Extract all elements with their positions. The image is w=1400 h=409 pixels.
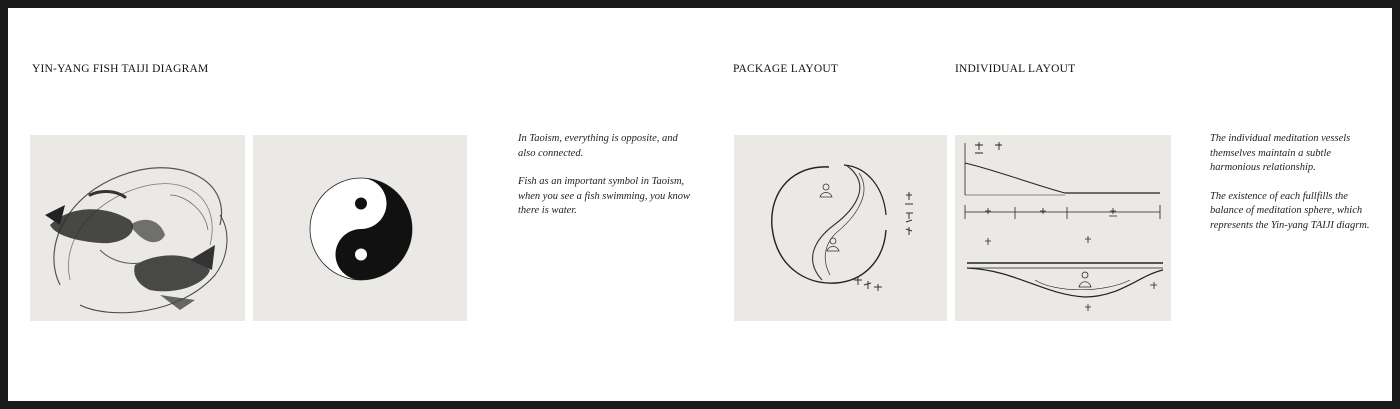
- individual-caption-line-1: The individual meditation vessels themselves maintain a subtle harmonious relationship.: [1210, 133, 1351, 173]
- yin-yang-panel: [253, 135, 467, 321]
- ink-fish-panel: [30, 135, 245, 321]
- individual-section-title: INDIVIDUAL LAYOUT: [955, 63, 1076, 75]
- yin-yang-icon: [253, 135, 467, 321]
- fish-section-title: YIN-YANG FISH TAIJI DIAGRAM: [32, 63, 209, 75]
- individual-caption: [1210, 132, 1382, 247]
- fish-caption-line-2: Fish as an important symbol in Taoism, when you see a fish swimming, you know there is water.: [518, 176, 691, 216]
- presentation-board: [8, 8, 1392, 401]
- taiji-sketch-illustration: [734, 135, 947, 321]
- ink-fish-illustration: [30, 135, 245, 321]
- individual-caption-line-2: The existence of each fullfills the balance of meditation sphere, which represents the Yin-yang TAIJI diagrm.: [1210, 190, 1370, 231]
- fish-caption-line-1: In Taoism, everything is opposite, and also connected.: [518, 133, 678, 159]
- fish-caption: [518, 132, 696, 233]
- package-section-title: PACKAGE LAYOUT: [733, 63, 839, 75]
- package-layout-panel: [734, 135, 947, 321]
- section-sketch-illustration: [955, 135, 1171, 321]
- individual-layout-panel: [955, 135, 1171, 321]
